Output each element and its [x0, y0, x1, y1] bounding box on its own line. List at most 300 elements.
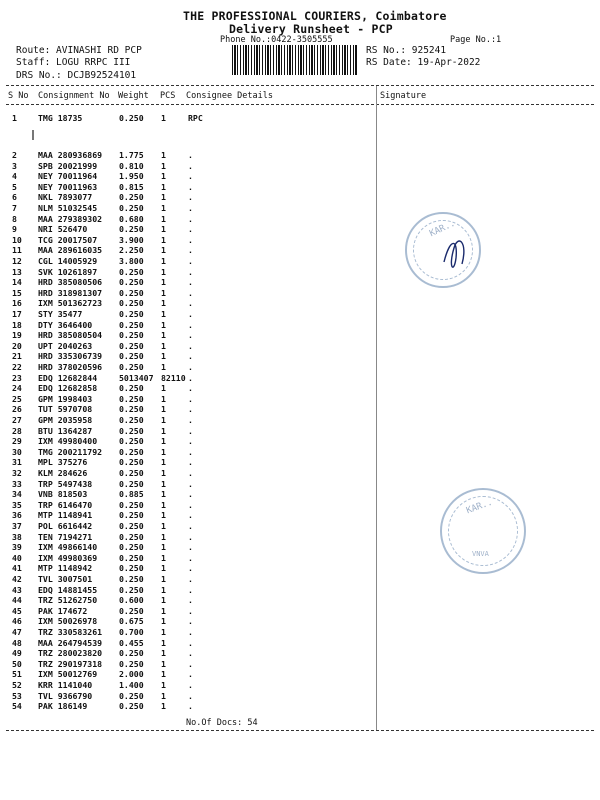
row-sno: 8 [12, 213, 17, 224]
col-header-consignee: Consignee Details [186, 91, 273, 101]
table-row [0, 638, 600, 648]
row-pcs: 1 [161, 552, 166, 563]
row-consignee: . [188, 245, 193, 256]
table-row [0, 330, 600, 340]
row-sno: 13 [12, 266, 22, 277]
signature-scribble [440, 228, 474, 282]
row-weight: 0.250 [119, 287, 144, 298]
table-row [0, 256, 600, 266]
row-sno: 20 [12, 340, 22, 351]
table-row [0, 214, 600, 224]
table-row [0, 288, 600, 298]
row-weight: 0.250 [119, 552, 144, 563]
row-weight: 0.600 [119, 595, 144, 606]
row-consignment: PAK 174672 [38, 605, 88, 616]
row-weight: 0.250 [119, 574, 144, 584]
row-consignment: HRD 335306739 [38, 351, 103, 362]
row-consignee: . [188, 266, 193, 277]
row-sno: 33 [12, 478, 22, 489]
runsheet-subtitle: Delivery Runsheet - PCP [229, 22, 393, 36]
row-sno: 27 [12, 415, 22, 425]
row-consignee: . [188, 648, 193, 659]
row-pcs: 1 [161, 160, 166, 171]
table-row [0, 691, 600, 701]
table-row [0, 161, 600, 171]
row-sno: 54 [12, 701, 22, 712]
page-number: Page No.:1 [450, 35, 502, 45]
row-consignee: . [188, 446, 193, 457]
row-consignee: . [188, 415, 193, 425]
row-consignment: NKL 7893077 [38, 192, 93, 203]
rs-number: RS No.: 925241 [366, 45, 447, 56]
row-pcs: 1 [161, 415, 166, 425]
row-consignee: . [188, 330, 193, 341]
row-consignee: . [188, 160, 193, 171]
row-sno: 50 [12, 658, 22, 669]
row-pcs: 1 [161, 521, 166, 531]
row-pcs: 1 [161, 150, 166, 160]
col-header-sno: S No [8, 91, 29, 101]
row-consignment: NEY 70011963 [38, 181, 98, 192]
row-consignee: . [188, 552, 193, 563]
row-consignment: POL 6616442 [38, 521, 93, 531]
row-pcs: 1 [161, 256, 166, 266]
row-pcs: 1 [161, 393, 166, 404]
row-consignee: . [188, 616, 193, 627]
row-sno: 40 [12, 552, 22, 563]
row-pcs: 1 [161, 436, 166, 447]
row-consignee: . [188, 213, 193, 224]
row-pcs: 1 [161, 595, 166, 606]
row-consignee: . [188, 531, 193, 542]
row-consignee: . [188, 680, 193, 690]
table-row [0, 341, 600, 351]
docs-count: No.Of Docs: 54 [186, 718, 258, 728]
row-consignment: IXM 49866140 [38, 542, 98, 553]
row-consignee: . [188, 287, 193, 298]
row-consignment: HRD 385080504 [38, 330, 103, 341]
row-weight: 1.950 [119, 171, 144, 182]
table-row [0, 468, 600, 478]
row-pcs: 1 [161, 362, 166, 372]
table-row [0, 362, 600, 372]
row-weight: 0.250 [119, 351, 144, 362]
row-consignee: . [188, 171, 193, 182]
row-pcs: 1 [161, 531, 166, 542]
table-row [0, 245, 600, 255]
row-pcs: 1 [161, 404, 166, 415]
row-consignee: . [188, 234, 193, 245]
row-consignee: . [188, 478, 193, 489]
row-sno: 10 [12, 234, 22, 245]
company-title: THE PROFESSIONAL COURIERS, Coimbatore [183, 9, 447, 23]
row-consignment: TRP 6146470 [38, 499, 93, 510]
row-pcs: 1 [161, 690, 166, 701]
row-consignment: IXM 49980369 [38, 552, 98, 563]
row-weight: 3.800 [119, 256, 144, 266]
row-sno: 32 [12, 468, 22, 478]
staff-label: Staff: LOGU RRPC III [16, 57, 131, 68]
row-sno: 37 [12, 521, 22, 531]
row-pcs: 1 [161, 234, 166, 245]
row-consignee: . [188, 192, 193, 203]
row-weight: 0.250 [119, 648, 144, 659]
row-consignment: TMG 18735 [38, 113, 83, 123]
row-pcs: 1 [161, 510, 166, 521]
table-row [0, 415, 600, 425]
table-row [0, 203, 600, 213]
table-row [0, 171, 600, 181]
row-pcs: 1 [161, 658, 166, 669]
table-row [0, 585, 600, 595]
row-pcs: 1 [161, 340, 166, 351]
row-sno: 6 [12, 192, 17, 203]
row-sno: 42 [12, 574, 22, 584]
row-weight: 0.250 [119, 203, 144, 213]
row-weight: 0.700 [119, 627, 144, 637]
row-sno: 1 [12, 113, 17, 123]
row-consignment: IXM 501362723 [38, 298, 103, 309]
row-weight: 0.250 [119, 266, 144, 277]
row-weight: 0.250 [119, 340, 144, 351]
row-consignee: . [188, 383, 193, 394]
row-sno: 44 [12, 595, 22, 606]
row-sno: 5 [12, 181, 17, 192]
row-weight: 1.400 [119, 680, 144, 690]
row-consignment: KRR 1141040 [38, 680, 93, 690]
row-weight: 0.250 [119, 584, 144, 595]
row-pcs: 1 [161, 277, 166, 288]
table-row [0, 267, 600, 277]
row-consignment: NRI 526470 [38, 224, 88, 235]
row-weight: 0.250 [119, 330, 144, 341]
row-sno: 26 [12, 404, 22, 415]
row-consignee: . [188, 499, 193, 510]
row-consignment: KLM 284626 [38, 468, 88, 478]
row-consignee: . [188, 584, 193, 595]
row-sno: 46 [12, 616, 22, 627]
row-consignment: UPT 2040263 [38, 340, 93, 351]
row-weight: 0.250 [119, 277, 144, 288]
row-consignment: MAA 289616035 [38, 245, 103, 256]
row-consignee: . [188, 563, 193, 574]
row-sno: 3 [12, 160, 17, 171]
row-weight: 0.250 [119, 393, 144, 404]
row-weight: 2.000 [119, 669, 144, 680]
row-weight: 0.250 [119, 468, 144, 478]
row-pcs: 1 [161, 478, 166, 489]
row-weight: 0.250 [119, 510, 144, 521]
row-weight: 5013407 [119, 372, 154, 383]
row-sno: 52 [12, 680, 22, 690]
table-row [0, 659, 600, 669]
row-consignee: . [188, 595, 193, 606]
row-weight: 3.900 [119, 234, 144, 245]
row-consignment: TMG 200211792 [38, 446, 103, 457]
row-consignee: . [188, 468, 193, 478]
row-pcs: 1 [161, 584, 166, 595]
row-sno: 15 [12, 287, 22, 298]
row-consignment: IXM 50012769 [38, 669, 98, 680]
barcode [232, 45, 358, 75]
row-consignment: HRD 385080506 [38, 277, 103, 288]
row-sno: 2 [12, 150, 17, 160]
row-sno: 38 [12, 531, 22, 542]
row-consignment: MTP 1148941 [38, 510, 93, 521]
row-consignment: SPB 20021999 [38, 160, 98, 171]
table-row [0, 606, 600, 616]
row-consignment: TRZ 290197318 [38, 658, 103, 669]
row-sno: 16 [12, 298, 22, 309]
row-consignee: . [188, 224, 193, 235]
table-row [0, 235, 600, 245]
row-weight: 0.250 [119, 224, 144, 235]
row-consignee: . [188, 277, 193, 288]
row-pcs: 1 [161, 563, 166, 574]
row-weight: 0.455 [119, 637, 144, 648]
row-sno: 12 [12, 256, 22, 266]
row-sno: 51 [12, 669, 22, 680]
row-weight: 0.250 [119, 446, 144, 457]
table-row [0, 701, 600, 711]
receipt-stamp-2: KAR.. VNVA [440, 488, 526, 574]
row-sno: 11 [12, 245, 22, 256]
table-row [0, 447, 600, 457]
row-consignment: VNB 818503 [38, 489, 88, 500]
row-pcs: 1 [161, 542, 166, 553]
row-weight: 0.885 [119, 489, 144, 500]
row-pcs: 1 [161, 637, 166, 648]
table-row [0, 669, 600, 679]
row-consignee: . [188, 319, 193, 330]
row-pcs: 1 [161, 468, 166, 478]
table-row [0, 182, 600, 192]
row-sno: 7 [12, 203, 17, 213]
table-row [0, 394, 600, 404]
row-consignment: TRZ 330583261 [38, 627, 103, 637]
row-sno: 31 [12, 457, 22, 468]
row-consignee: . [188, 574, 193, 584]
row-sno: 25 [12, 393, 22, 404]
row-sno: 9 [12, 224, 17, 235]
table-row [0, 383, 600, 393]
divider-header [6, 104, 594, 105]
row-consignee: . [188, 203, 193, 213]
row-weight: 0.250 [119, 436, 144, 447]
row-consignment: TUT 5970708 [38, 404, 93, 415]
row-pcs: 1 [161, 616, 166, 627]
row-consignment: TEN 7194271 [38, 531, 93, 542]
row-consignment: TVL 9366790 [38, 690, 93, 701]
table-row [0, 595, 600, 605]
row-consignment: BTU 1364287 [38, 425, 93, 436]
row-consignment: SVK 10261897 [38, 266, 98, 277]
row-consignee: . [188, 701, 193, 712]
row-pcs: 1 [161, 287, 166, 298]
phone-number: Phone No.:0422-3505555 [220, 35, 333, 45]
row-consignee: . [188, 425, 193, 436]
row-consignee: . [188, 637, 193, 648]
row-pcs: 1 [161, 701, 166, 712]
table-row [0, 309, 600, 319]
row-pcs: 1 [161, 245, 166, 256]
table-row [0, 373, 600, 383]
row-consignee: . [188, 669, 193, 680]
row-consignment: GPM 2035958 [38, 415, 93, 425]
row-pcs: 1 [161, 266, 166, 277]
table-row [0, 436, 600, 446]
row-consignment: CGL 14005929 [38, 256, 98, 266]
row-pcs: 1 [161, 605, 166, 616]
row-weight: 0.250 [119, 531, 144, 542]
row-pcs: 1 [161, 330, 166, 341]
table-row [0, 563, 600, 573]
table-row [0, 680, 600, 690]
row-sno: 24 [12, 383, 22, 394]
row-consignment: EDQ 12682844 [38, 372, 98, 383]
row-weight: 0.250 [119, 563, 144, 574]
row-consignment: STY 35477 [38, 309, 83, 319]
table-row [0, 457, 600, 467]
row-weight: 0.250 [119, 457, 144, 468]
row-consignment: MTP 1148942 [38, 563, 93, 574]
row-weight: 0.250 [119, 362, 144, 372]
table-row [0, 574, 600, 584]
drs-number: DRS No.: DCJB92524101 [16, 70, 137, 81]
row-sno: 34 [12, 489, 22, 500]
row-pcs: 1 [161, 351, 166, 362]
row-consignment: TCG 20017507 [38, 234, 98, 245]
row-weight: 0.250 [119, 690, 144, 701]
row-sno: 47 [12, 627, 22, 637]
row-consignee: . [188, 521, 193, 531]
row-sno: 49 [12, 648, 22, 659]
row-pcs: 1 [161, 224, 166, 235]
row-weight: 0.250 [119, 478, 144, 489]
row-pcs: 1 [161, 192, 166, 203]
row-consignment: TVL 3007501 [38, 574, 93, 584]
row-sno: 30 [12, 446, 22, 457]
row-weight: 0.250 [119, 499, 144, 510]
row-pcs: 1 [161, 425, 166, 436]
row-consignment: MAA 280936869 [38, 150, 103, 160]
row-consignee: . [188, 309, 193, 319]
row-consignee: . [188, 150, 193, 160]
table-row [0, 404, 600, 414]
row-weight: 0.680 [119, 213, 144, 224]
row-pcs: 1 [161, 457, 166, 468]
row-weight: 0.250 [119, 319, 144, 330]
row-consignee: . [188, 658, 193, 669]
row-sno: 19 [12, 330, 22, 341]
row-sno: 14 [12, 277, 22, 288]
row-consignment: TRZ 51262750 [38, 595, 98, 606]
row-consignee: . [188, 362, 193, 372]
row-consignment: IXM 50026978 [38, 616, 98, 627]
row-weight: 0.250 [119, 298, 144, 309]
row-pcs: 82110 [161, 372, 186, 383]
table-row [0, 648, 600, 658]
row-consignment: MAA 264794539 [38, 637, 103, 648]
row-sno: 17 [12, 309, 22, 319]
row-consignment: EDQ 12682858 [38, 383, 98, 394]
row-pcs: 1 [161, 298, 166, 309]
row-consignment: PAK 186149 [38, 701, 88, 712]
table-row [0, 277, 600, 287]
divider-bottom [6, 730, 594, 731]
row-pcs: 1 [161, 574, 166, 584]
row-consignee: . [188, 605, 193, 616]
row-sno: 22 [12, 362, 22, 372]
row-pcs: 1 [161, 213, 166, 224]
row-consignment: NLM 51032545 [38, 203, 98, 213]
row-sno: 21 [12, 351, 22, 362]
row-sno: 53 [12, 690, 22, 701]
row-pcs: 1 [161, 171, 166, 182]
table-row [0, 616, 600, 626]
row-pcs: 1 [161, 309, 166, 319]
receipt-stamp-1: KAR.. [405, 212, 481, 288]
row-pcs: 1 [161, 648, 166, 659]
table-row [0, 479, 600, 489]
row-sno: 18 [12, 319, 22, 330]
row-consignment: HRD 318981307 [38, 287, 103, 298]
row-pcs: 1 [161, 203, 166, 213]
row-consignee: . [188, 690, 193, 701]
row-pcs: 1 [161, 383, 166, 394]
row-consignment: IXM 49980400 [38, 436, 98, 447]
row-weight: 1.775 [119, 150, 144, 160]
row-weight: 0.675 [119, 616, 144, 627]
row-sno: 39 [12, 542, 22, 553]
row-pcs: 1 [161, 446, 166, 457]
row-weight: 0.250 [119, 605, 144, 616]
row-weight: 0.250 [119, 542, 144, 553]
row-pcs: 1 [161, 499, 166, 510]
row-sno: 48 [12, 637, 22, 648]
table-row [0, 298, 600, 308]
col-header-consignment: Consignment No [38, 91, 110, 101]
row-pcs: 1 [161, 669, 166, 680]
row-weight: 0.815 [119, 181, 144, 192]
row-sno: 35 [12, 499, 22, 510]
row-weight: 0.810 [119, 160, 144, 171]
row-consignment: TRZ 280023820 [38, 648, 103, 659]
row-weight: 0.250 [119, 404, 144, 415]
row-consignee: . [188, 181, 193, 192]
row-consignee: RPC [188, 113, 203, 123]
row-consignment: NEY 70011964 [38, 171, 98, 182]
row-weight: 0.250 [119, 383, 144, 394]
row-weight: 0.250 [119, 415, 144, 425]
row-sno: 28 [12, 425, 22, 436]
table-row [0, 426, 600, 436]
table-row [0, 320, 600, 330]
col-header-signature: Signature [380, 91, 427, 101]
table-row [0, 113, 600, 123]
row-sno: 43 [12, 584, 22, 595]
row-consignment: DTY 3646400 [38, 319, 93, 330]
row-consignee: . [188, 298, 193, 309]
row-sno: 45 [12, 605, 22, 616]
row-pcs: 1 [161, 489, 166, 500]
row-weight: 0.250 [119, 658, 144, 669]
row-consignment: MPL 375276 [38, 457, 88, 468]
row-consignee: . [188, 436, 193, 447]
row-consignee: . [188, 393, 193, 404]
divider-top [6, 85, 594, 86]
row-consignee: . [188, 457, 193, 468]
